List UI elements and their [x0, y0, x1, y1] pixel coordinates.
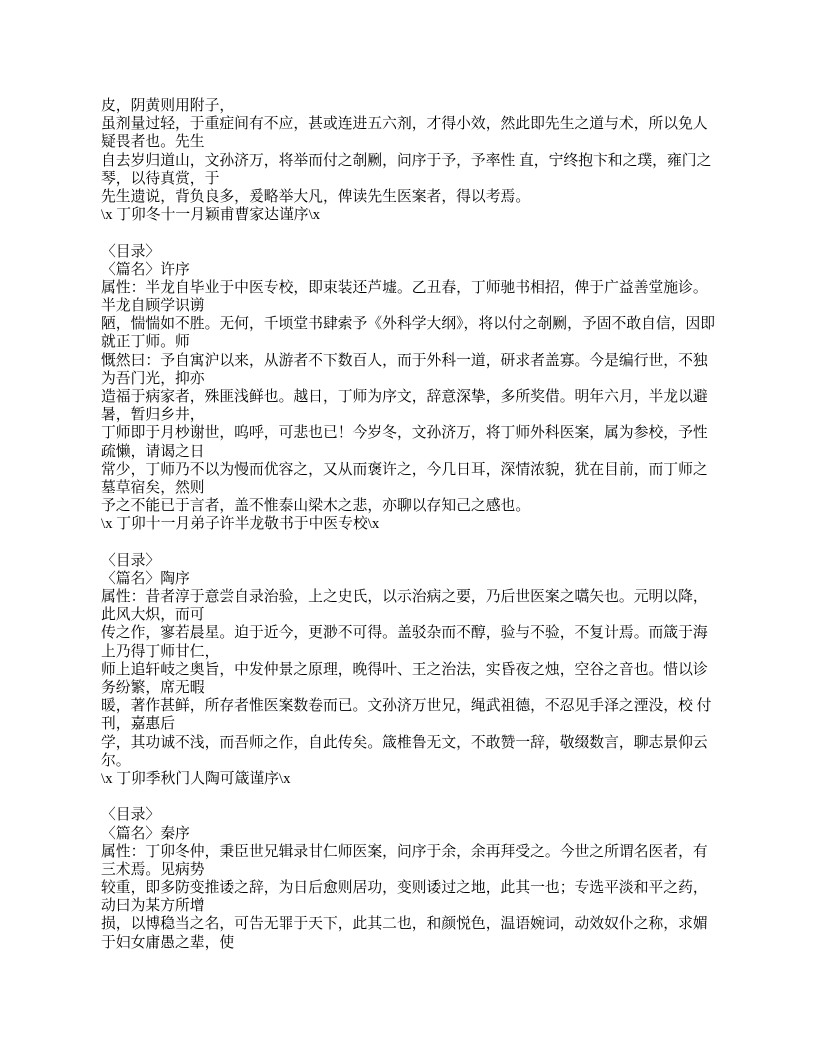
- text-line: 较重，即多防变推诿之辞，为日后愈则居功，变则诿过之地，此其一也；专选平淡和平之药，: [101, 880, 708, 897]
- text-line: 损，以博稳当之名，可告无罪于天下，此其二也，和颜悦色，温语婉词，动效奴仆之称，求媚: [101, 916, 708, 933]
- text-line: 属性：昔者淳于意尝自录治验，上之史氏，以示治病之要，乃后世医案之嚆矢也。元明以降，: [101, 589, 708, 606]
- text-line: 皮，阴黄则用附子，: [101, 98, 235, 114]
- text-line: 属性：半龙自毕业于中医专校，即束装还芦墟。乙丑春，丁师驰书相招，俾于广益善堂施诊。: [101, 279, 708, 296]
- text-line: 暖，著作甚鲜，所存者惟医案数卷而已。文孙济万世兄，绳武祖德，不忍见手泽之湮没，校 付: [101, 698, 712, 715]
- text-line: 尔。: [101, 752, 131, 769]
- text-line: 陋，惴惴如不胜。无何，千顷堂书肆索予《外科学大纲》，将以付之剞劂，予固不敢自信，因即: [101, 316, 716, 333]
- text-line: 造福于病家者，殊匪浅鲜也。越日，丁师为序文，辞意深挚，多所奖借。明年六月，半龙以避: [101, 389, 708, 405]
- text-line: 〈篇名〉秦序: [101, 825, 190, 842]
- text-line: \x 丁卯季秋门人陶可箴谨序\x: [101, 770, 291, 787]
- text-line: \x 丁卯冬十一月颖甫曹家达谨序\x: [101, 207, 321, 224]
- text-line: 于妇女庸愚之辈，使: [101, 934, 235, 951]
- text-line: 虽剂量过轻，于重症间有不应，甚或连进五六剂，才得小效，然此即先生之道与术，所以免人: [101, 116, 708, 133]
- text-line: 丁师即于月杪谢世，呜呼，可悲也已！今岁冬，文孙济万，将丁师外科医案，属为参校，予性: [101, 425, 708, 442]
- text-line: 自去岁归道山，文孙济万，将举而付之剞劂，问序于予，予率性 直，宁终抱卞和之璞，雍门之: [101, 152, 712, 169]
- text-line: 〈篇名〉陶序: [101, 570, 190, 587]
- text-line: 为吾门光，抑亦: [101, 370, 205, 387]
- text-line: 暑，暂归乡井，: [101, 407, 205, 424]
- text-line: 三术焉。见病势: [101, 861, 205, 878]
- document-text: [101, 97, 721, 952]
- text-line: 动曰为某方所增: [101, 898, 205, 915]
- text-line: 予之不能已于言者，盖不惟泰山梁木之悲，亦聊以存知己之感也。: [101, 498, 531, 515]
- text-line: 琴，以待真赏，于: [101, 170, 220, 187]
- text-line: 常少，丁师乃不以为慢而优容之，又从而褒许之，今几日耳，深情浓貌，犹在目前，而丁师之: [101, 461, 708, 478]
- text-line: 属性：丁卯冬仲，秉臣世兄辑录甘仁师医案，问序于余，余再拜受之。今世之所谓名医者，有: [101, 843, 708, 860]
- text-line: 务纷繁，席无暇: [101, 680, 205, 696]
- section-xu-preface: [101, 243, 721, 534]
- text-line: 半龙自顾学识谫: [101, 298, 205, 315]
- text-line: 墓草宿矣，然则: [101, 479, 205, 496]
- text-line: 师上追轩岐之奥旨，中发仲景之原理，晚得叶、王之治法，实昏夜之烛，空谷之音也。惜以诊: [101, 661, 708, 678]
- section-tao-preface: [101, 552, 721, 788]
- text-line: \x 丁卯十一月弟子许半龙敬书于中医专校\x: [101, 516, 380, 533]
- text-line: 〈目录〉: [101, 552, 161, 569]
- text-line: 先生遗说，背负良多，爰略举大凡，俾读先生医案者，得以考焉。: [101, 188, 531, 205]
- text-line: 慨然曰：予自寓沪以来，从游者不下数百人，而于外科一道，研求者盖寡。今是编行世，不独: [101, 352, 708, 369]
- text-line: 传之作，寥若晨星。迫于近今，更渺不可得。盖驳杂而不醇，验与不验，不复计焉。而箴于海: [101, 625, 708, 642]
- text-line: 就正丁师。师: [101, 334, 190, 351]
- text-line: 刊，嘉惠后: [101, 716, 175, 733]
- section-qin-preface: [101, 806, 721, 952]
- text-line: 上乃得丁师甘仁，: [101, 643, 220, 660]
- text-line: 此风大炽，而可: [101, 607, 205, 624]
- text-line: 〈目录〉: [101, 243, 161, 260]
- text-line: 〈目录〉: [101, 807, 161, 824]
- text-line: 〈篇名〉许序: [101, 261, 190, 278]
- text-line: 学，其功诚不浅，而吾师之作，自此传矣。箴椎鲁无文，不敢赞一辞，敬缀数言，聊志景仰云: [101, 734, 708, 751]
- section-cao-preface-continuation: [101, 97, 721, 224]
- text-line: 疏懒，请谒之日: [101, 443, 205, 460]
- text-line: 疑畏者也。先生: [101, 134, 205, 151]
